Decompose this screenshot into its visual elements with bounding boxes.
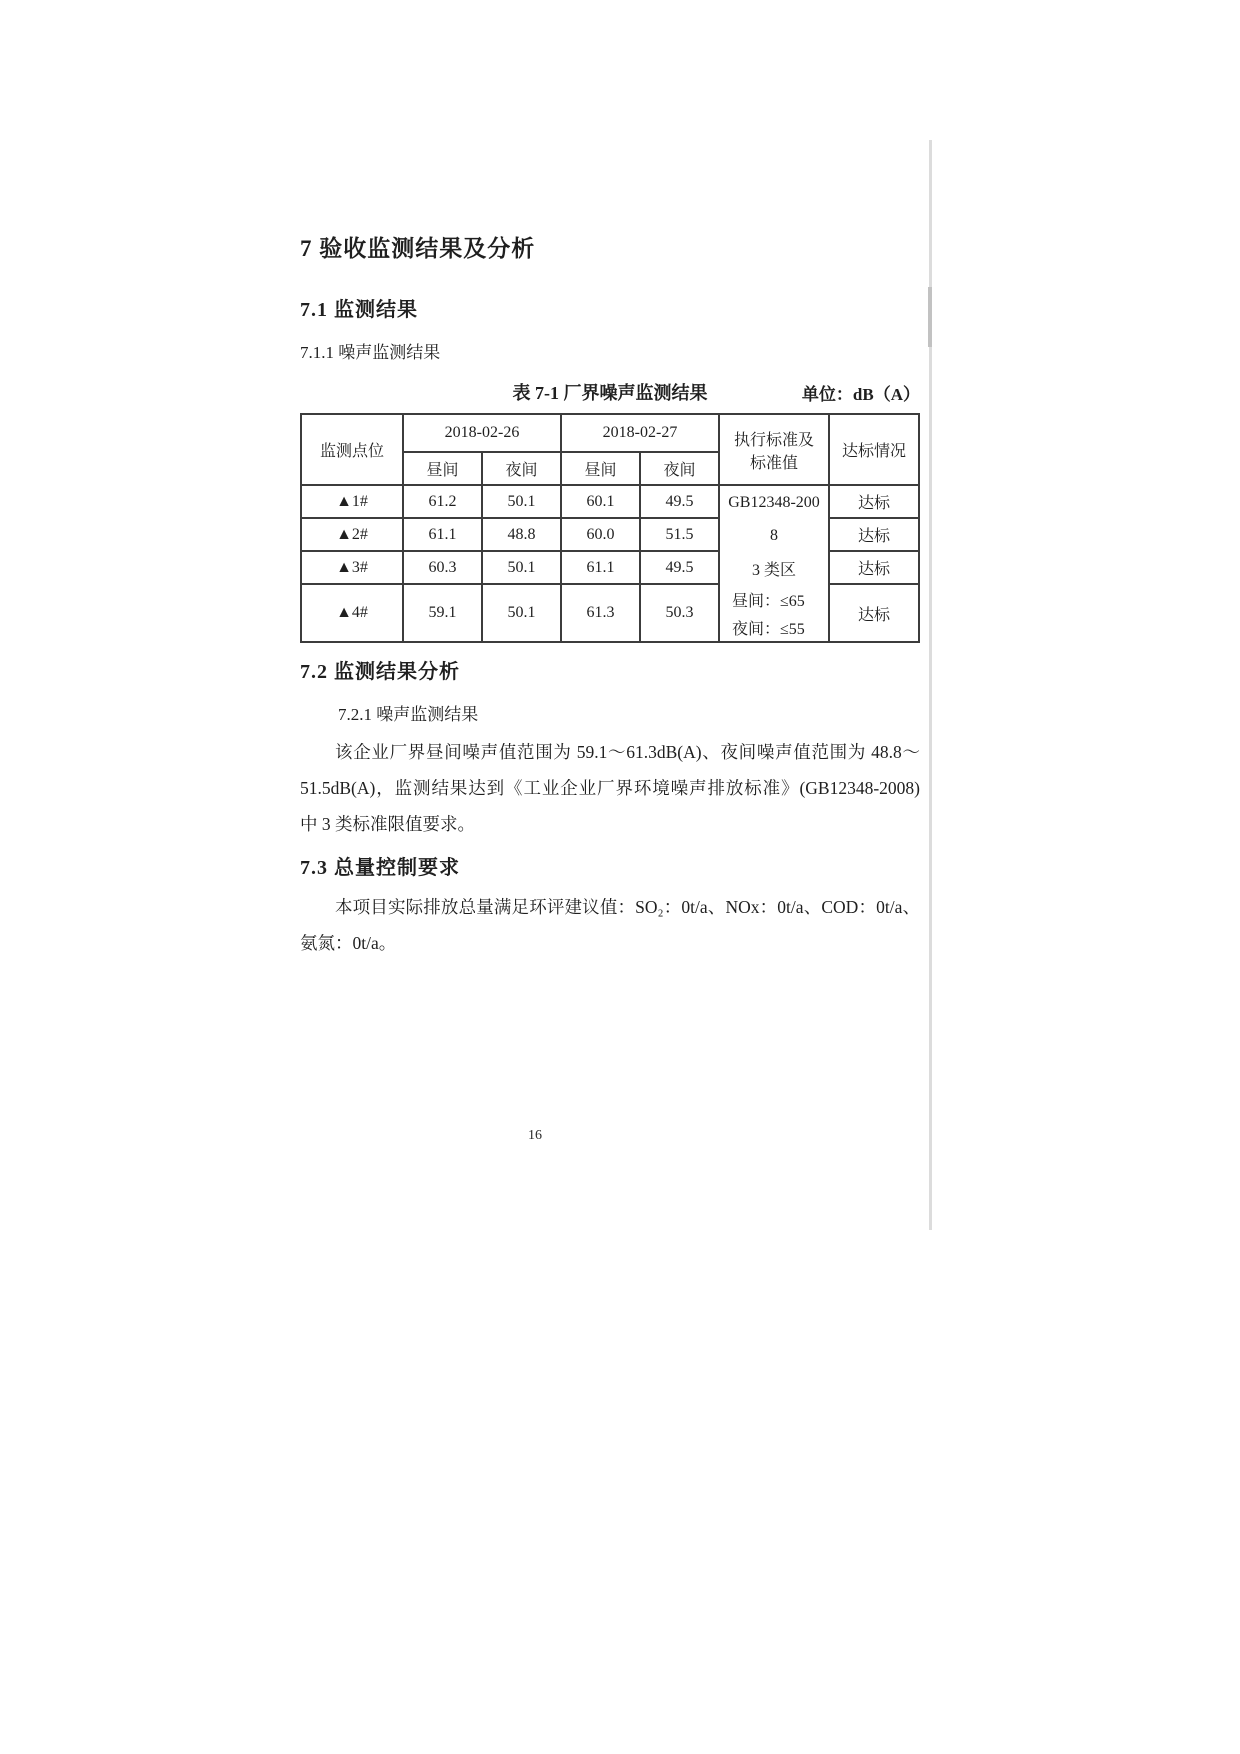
section-7-2-1-heading: 7.2.1 噪声监测结果 xyxy=(338,705,479,724)
value-cell: 51.5 xyxy=(640,518,719,551)
value-cell: 61.1 xyxy=(561,551,640,584)
section-7-heading: 7 验收监测结果及分析 xyxy=(300,236,536,261)
standard-line: GB12348-200 xyxy=(728,493,820,511)
value-cell: 61.3 xyxy=(561,584,640,642)
scan-artifact-mark xyxy=(928,287,932,347)
value-cell: 60.0 xyxy=(561,518,640,551)
header-standard-line2: 标准值 xyxy=(749,454,798,472)
section-7-1-heading: 7.1 监测结果 xyxy=(300,299,418,321)
header-daytime-2: 昼间 xyxy=(561,452,640,485)
header-monitoring-point: 监测点位 xyxy=(301,414,403,485)
header-daytime-1: 昼间 xyxy=(403,452,482,485)
compliance-cell: 达标 xyxy=(829,551,919,584)
header-date-2: 2018-02-27 xyxy=(561,414,719,452)
value-cell: 61.2 xyxy=(403,485,482,518)
value-cell: 50.1 xyxy=(482,485,561,518)
point-cell: ▲1# xyxy=(301,485,403,518)
table-caption-row xyxy=(300,379,920,405)
header-date-1: 2018-02-26 xyxy=(403,414,561,452)
header-compliance: 达标情况 xyxy=(829,414,919,485)
value-cell: 50.1 xyxy=(482,551,561,584)
header-standard xyxy=(719,414,829,485)
standard-line: 8 xyxy=(770,526,778,544)
value-cell: 61.1 xyxy=(403,518,482,551)
standard-value-cell xyxy=(719,485,829,642)
header-standard-line1: 执行标准及 xyxy=(733,431,814,449)
total-control-paragraph: 本项目实际排放总量满足环评建议值：SO₂：0t/a、NOx：0t/a、COD：0t/a、氨氮：0t/a。 xyxy=(300,897,920,953)
section-7-2-heading: 7.2 监测结果分析 xyxy=(300,661,460,683)
value-cell: 50.3 xyxy=(640,584,719,642)
value-cell: 49.5 xyxy=(640,485,719,518)
value-cell: 59.1 xyxy=(403,584,482,642)
table-title: 表 7-1 厂界噪声监测结果 xyxy=(512,383,708,403)
page-content xyxy=(300,230,920,961)
section-7-1-1-heading: 7.1.1 噪声监测结果 xyxy=(300,343,441,362)
compliance-cell: 达标 xyxy=(829,485,919,518)
compliance-cell: 达标 xyxy=(829,584,919,642)
value-cell: 60.1 xyxy=(561,485,640,518)
table-row xyxy=(301,485,919,518)
standard-line: 3 类区 xyxy=(751,562,796,579)
noise-analysis-paragraph: 该企业厂界昼间噪声值范围为 59.1～61.3dB(A)、夜间噪声值范围为 48.8～51.5dB(A)，监测结果达到《工业企业厂界环境噪声排放标准》(GB12348-2008) 中 3 类标准限值要求。 xyxy=(300,742,920,834)
standard-line-nighttime-limit: 夜间：≤55 xyxy=(732,620,805,638)
value-cell: 50.1 xyxy=(482,584,561,642)
table-unit-label: 单位：dB（A） xyxy=(801,385,920,404)
standard-line-daytime-limit: 昼间：≤65 xyxy=(732,592,805,610)
section-7-3-heading: 7.3 总量控制要求 xyxy=(300,857,460,879)
point-cell: ▲4# xyxy=(301,584,403,642)
compliance-cell: 达标 xyxy=(829,518,919,551)
table-header-row-1 xyxy=(301,414,919,452)
header-nighttime-2: 夜间 xyxy=(640,452,719,485)
value-cell: 60.3 xyxy=(403,551,482,584)
page-number: 16 xyxy=(528,1128,542,1143)
point-cell: ▲2# xyxy=(301,518,403,551)
point-cell: ▲3# xyxy=(301,551,403,584)
header-nighttime-1: 夜间 xyxy=(482,452,561,485)
value-cell: 48.8 xyxy=(482,518,561,551)
noise-monitoring-table xyxy=(300,413,920,643)
value-cell: 49.5 xyxy=(640,551,719,584)
